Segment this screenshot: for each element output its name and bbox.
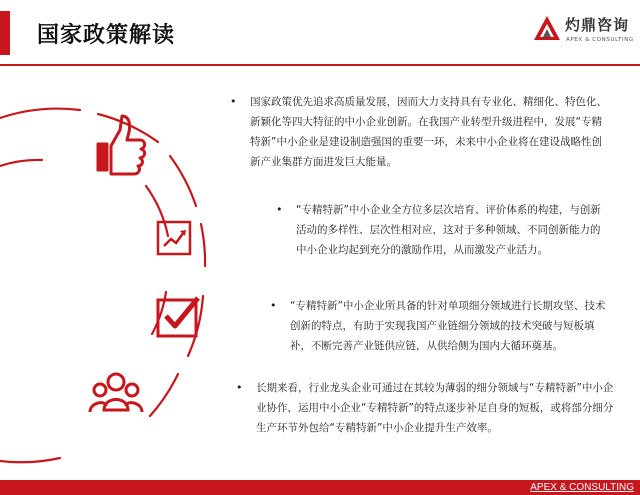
decorative-graphic xyxy=(0,66,230,486)
logo-name-en: APEX & CONSULTING xyxy=(566,37,634,43)
bullet-dot: • xyxy=(270,299,277,312)
bullet-item-2 xyxy=(276,200,610,260)
title-accent-bar xyxy=(0,11,10,55)
page-title: 国家政策解读 xyxy=(37,23,176,48)
logo-name-cn: 灼鼎咨询 xyxy=(565,16,630,34)
company-logo xyxy=(533,13,637,53)
bullet-dot: • xyxy=(230,95,237,108)
bullet-text: “专精特新”中小企业全方位多层次培育、评价体系的构建，与创新活动的多样性、层次性相对应，这对于多种领域、不同创新能力的中小企业均起到充分的激励作用，从而激发产业活力。 xyxy=(296,204,601,256)
bullet-item-3 xyxy=(270,296,612,356)
bullet-item-4 xyxy=(236,378,616,438)
bullet-dot: • xyxy=(276,203,283,216)
thumbs-up-icon xyxy=(98,116,145,174)
trend-chart-icon xyxy=(158,222,190,254)
bullet-item-1 xyxy=(230,92,612,172)
bullet-text: 国家政策优先追求高质量发展，因而大力支持具有专业化、精细化、特色化、新颖化等四大特征的中小企业创新。在我国产业转型升级进程中，发展“专精特新”中小企业是建设制造强国的重要一环，未来中小企业将在建设战略性创新产业集群方面进发巨大能量。 xyxy=(250,96,607,168)
bullet-dot: • xyxy=(236,381,243,394)
bullet-text: 长期来看，行业龙头企业可通过在其较为薄弱的细分领域与“专精特新”中小企业协作，运用中小企业“专精特新”的特点逐步补足自身的短板，或将部分细分生产环节外包给“专精特新”中小企业提升生产效率。 xyxy=(256,382,614,434)
bullet-text: “专精特新”中小企业所具备的针对单项细分领域进行长期攻坚、技术创新的特点，有助于实现我国产业链细分领域的技术突破与短板填补，不断完善产业链供应链，从供给侧为国内大循环奠基。 xyxy=(290,300,606,352)
logo-triangle-icon xyxy=(533,15,561,41)
footer-brand-link[interactable]: APEX & CONSULTING xyxy=(530,482,634,493)
team-icon xyxy=(90,374,142,412)
